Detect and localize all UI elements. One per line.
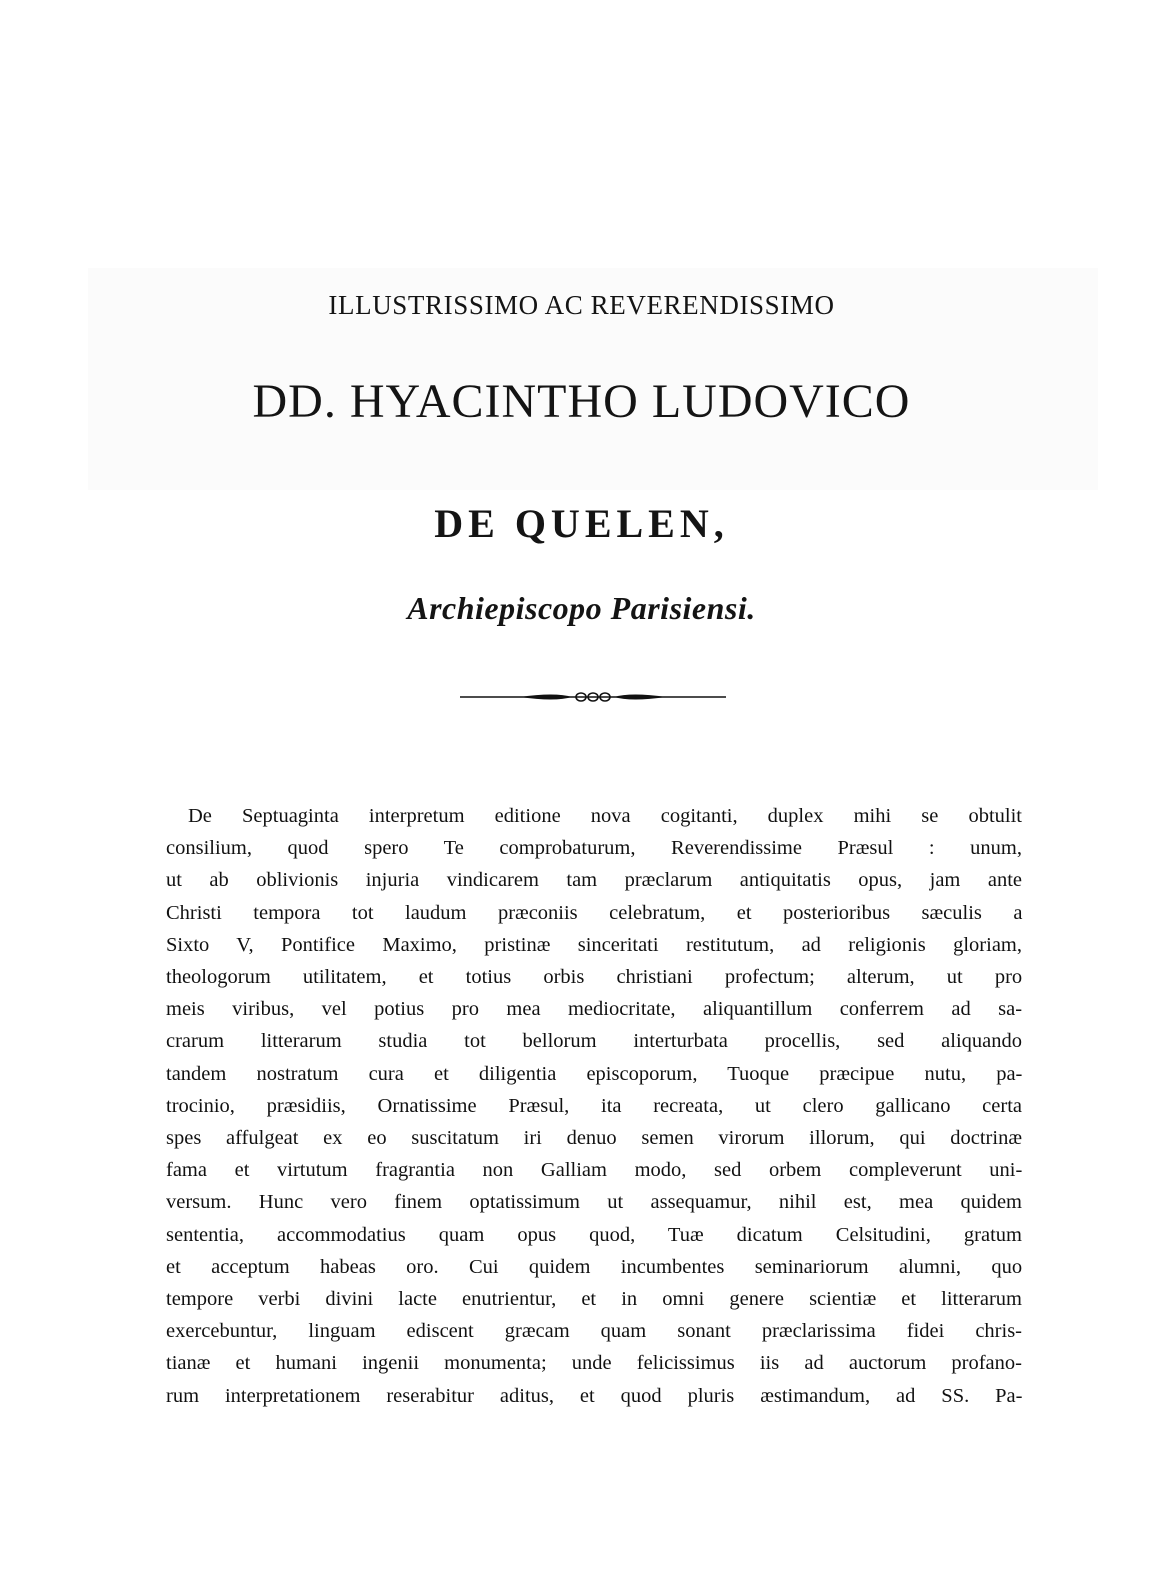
- body-line: trocinio, præsidiis, Ornatissime Præsul, ita recreata, ut clero gallicano certa: [166, 1094, 1022, 1117]
- body-line: ut ab oblivionis injuria vindicarem tam præclarum antiquitatis opus, jam ante: [166, 869, 1022, 892]
- body-line: spes affulgeat ex eo suscitatum iri denuo semen virorum illorum, qui doctrinæ: [166, 1127, 1022, 1150]
- dedicatee-title: Archiepiscopo Parisiensi.: [407, 590, 756, 626]
- body-line: fama et virtutum fragrantia non Galliam modo, sed orbem compleverunt uni-: [166, 1159, 1023, 1182]
- dedicatee-surname: DE QUELEN,: [434, 501, 729, 546]
- body-line: exercebuntur, linguam ediscent græcam quam sonant præclarissima fidei chris-: [166, 1320, 1022, 1343]
- body-line: consilium, quod spero Te comprobaturum, Reverendissime Præsul : unum,: [166, 837, 1022, 860]
- body-line: meis viribus, vel potius pro mea mediocritate, aliquantillum conferrem ad sa-: [166, 998, 1023, 1021]
- dedication-line-1: ILLUSTRISSIMO AC REVERENDISSIMO: [328, 290, 835, 320]
- dedicatee-name: DD. HYACINTHO LUDOVICO: [252, 375, 911, 428]
- body-line: Christi tempora tot laudum præconiis celebratum, et posterioribus sæculis a: [166, 901, 1023, 924]
- body-line: theologorum utilitatem, et totius orbis christiani profectum; alterum, ut pro: [166, 966, 1023, 989]
- body-line: Sixto V, Pontifice Maximo, pristinæ sinceritati restitutum, ad religionis gloriam,: [166, 933, 1022, 956]
- body-line: tempore verbi divini lacte enutrientur, et in omni genere scientiæ et litterarum: [166, 1288, 1022, 1311]
- body-line: et acceptum habeas oro. Cui quidem incumbentes seminariorum alumni, quo: [166, 1255, 1023, 1278]
- decorative-rule-icon: [460, 688, 726, 706]
- dedication-body: [166, 800, 1022, 1412]
- body-line: crarum litterarum studia tot bellorum interturbata procellis, sed aliquando: [166, 1030, 1022, 1053]
- body-line: De Septuaginta interpretum editione nova cogitanti, duplex mihi se obtulit: [188, 805, 1022, 827]
- body-line: sententia, accommodatius quam opus quod, Tuæ dicatum Celsitudini, gratum: [166, 1223, 1022, 1246]
- body-line: rum interpretationem reserabitur aditus, et quod pluris æstimandum, ad SS. Pa-: [166, 1384, 1023, 1407]
- body-line: tianæ et humani ingenii monumenta; unde felicissimus iis ad auctorum profano-: [166, 1352, 1022, 1375]
- body-line: tandem nostratum cura et diligentia episcoporum, Tuoque præcipue nutu, pa-: [166, 1062, 1023, 1085]
- body-line: versum. Hunc vero finem optatissimum ut assequamur, nihil est, mea quidem: [166, 1191, 1022, 1214]
